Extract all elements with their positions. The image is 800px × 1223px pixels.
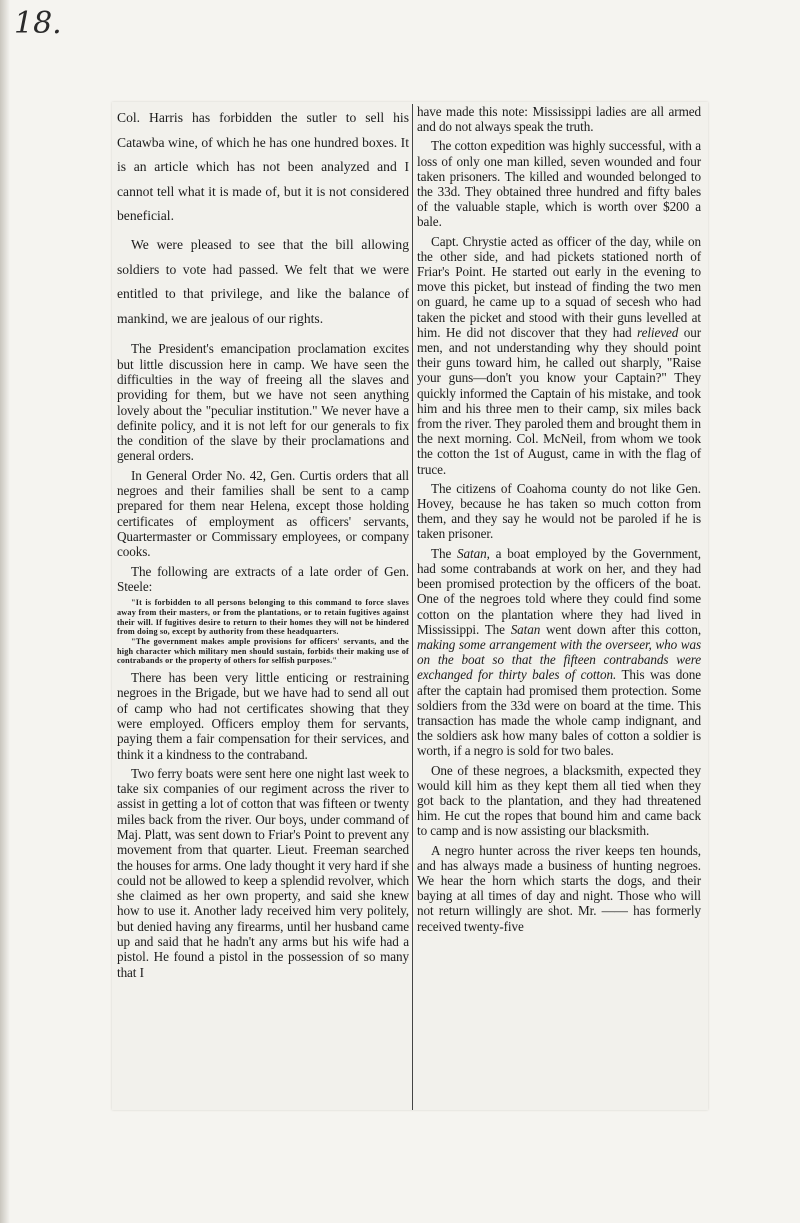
quote-paragraph: "The government makes ample provisions for officers' servants, and the high character which military men should sustain, forbids their making use of contrabands or the property of others for selfish purposes." (117, 636, 409, 666)
page-edge-shadow (0, 0, 10, 1223)
italic-run: Satan (510, 621, 541, 637)
left-normal-text-b (117, 670, 409, 980)
quote-paragraph: "It is forbidden to all persons belonging to this command to force slaves away from their masters, or from the plantations, or to retain fugitives against their will. If fugitives desire to return to their homes they will not be hindered from doing so, except by authority from these headquarters. (117, 598, 409, 637)
paragraph-emancipation: The President's emancipation proclamation excites but little discussion here in camp. We have seen the difficulties in the way of freeing all the slaves and providing for them, but we have not seen anything lovely about the "peculiar institution." We never have a definite policy, and it is not left for our generals to fix the condition of the slave by their proclamations and general orders. (117, 341, 409, 464)
paragraph-coahoma: The citizens of Coahoma county do not like Gen. Hovey, because he has taken so much cotton from them, and they say he would not be paroled if he is taken prisoner. (417, 480, 701, 542)
paragraph-general-order: In General Order No. 42, Gen. Curtis orders that all negroes and their families shall be sent to a camp prepared for them near Helena, except those holding certificates of employment as officers' servants, Quartermaster or Commissary employees, or company cooks. (117, 467, 409, 560)
paragraph-enticing: There has been very little enticing or restraining negroes in the Brigade, but we have had to send all out of camp who had not certificates showing that they were employed. Officers employ them for servants, paying them a fair compensation for their services, and think it a kindness to the contraband. (117, 670, 409, 762)
text-run: , a boat employed by the Government, had some contrabands at work on her, and they had been promised protection by the officers of the boat. One of the negroes told where they could find some cotton on the plantation where they had lived in Mississippi. The (417, 545, 701, 637)
text-run: Capt. Chrystie acted as officer of the day, while on the other side, and had pickets stationed north of Friar's Point. He started out early in the evening to move this picket, but instead of finding the two men on guard, he came up to a squad of secesh who had taken the picket and stood with their guns levelled at him. He did not discover that they had (417, 233, 701, 340)
right-column (417, 104, 701, 938)
paragraph-capt-chrystie (417, 234, 701, 477)
left-large-text (117, 106, 409, 331)
paragraph-sutler: Col. Harris has forbidden the sutler to sell his Catawba wine, of which he has one hundred boxes. It is an article which has not been analyzed and I cannot tell what it is made of, but it is not considered beneficial. (117, 110, 409, 224)
paragraph-blacksmith: One of these negroes, a blacksmith, expected they would kill him as they kept them all tied when they got back to the plantation, and they had threatened him. He cut the ropes that bound him and came back to camp and is now assisting our blacksmith. (417, 762, 701, 839)
left-column (117, 106, 409, 984)
text-run: This was done after the captain had promised them protection. Some soldiers from the 33d were on board at the time. This transaction has made the whole camp indignant, and the soldiers ask how many bales of cotton a soldier is worth, if a negro is sold for two bales. (417, 667, 701, 759)
page-number: 18. (14, 6, 62, 41)
text-run: The (431, 545, 452, 561)
paragraph-negro-hunter: A negro hunter across the river keeps ten hounds, and has always made a business of hunting negroes. We hear the horn which starts the dogs, and their baying at all times of day and night. Those who will not return willingly are shot. Mr. —— has formerly received twenty-five (417, 842, 701, 934)
italic-run: Satan (457, 545, 487, 561)
paragraph-continuation: have made this note: Mississippi ladies are all armed and do not always speak the truth. (417, 104, 701, 135)
steele-order-quote (117, 598, 409, 666)
paragraph-ferry-boats: Two ferry boats were sent here one night last week to take six companies of our regiment across the river to assist in getting a lot of cotton that was fifteen or twenty miles back from the river. Our boys, under command of Maj. Platt, was sent down to Friar's Point to prevent any movement from that quarter. Lieut. Freeman searched the houses for arms. One lady thought it very hard if she could not be allowed to keep a splendid revolver, which she claimed as her own property, and said she knew how to use it. Another lady received him very politely, but denied having any firearms, until her husband came up and said that he hadn't any arms but his wife had a pistol. He found a pistol in the possession of so many that I (117, 765, 409, 980)
left-normal-text-a (117, 341, 409, 594)
paragraph-cotton-expedition: The cotton expedition was highly successful, with a loss of only one man killed, seven wounded and four taken prisoners. The killed and wounded belonged to the 33d. They obtained three hundred and fifty bales of the valuable staple, which is worth over $200 a bale. (417, 138, 701, 230)
paragraph-soldier-vote: We were pleased to see that the bill allowing soldiers to vote had passed. We felt that we were entitled to that privilege, and like the balance of mankind, we are jealous of our rights. (117, 236, 409, 326)
column-rule (412, 104, 414, 1110)
paragraph-steele-intro: The following are extracts of a late order of Gen. Steele: (117, 563, 409, 594)
paragraph-satan (417, 546, 701, 759)
italic-run: making some arrangement with the overseer, who was on the boat so that the fifteen contrabands were exchanged for thirty bales of cotton. (417, 636, 701, 683)
text-run: our men, and not understanding why they should point their guns toward him, he called out sharply, "Raise your guns—don't you know your Captain?" They quickly informed the Captain of his mistake, and took him and his three men to their camp, six miles back from the river. They paroled them and brought them in the next morning. Col. McNeil, from whom we took the cotton the 1st of August, came in with the flag of truce. (417, 324, 702, 477)
italic-run: relieved (637, 324, 679, 340)
text-run: went down after this cotton, (546, 621, 702, 637)
